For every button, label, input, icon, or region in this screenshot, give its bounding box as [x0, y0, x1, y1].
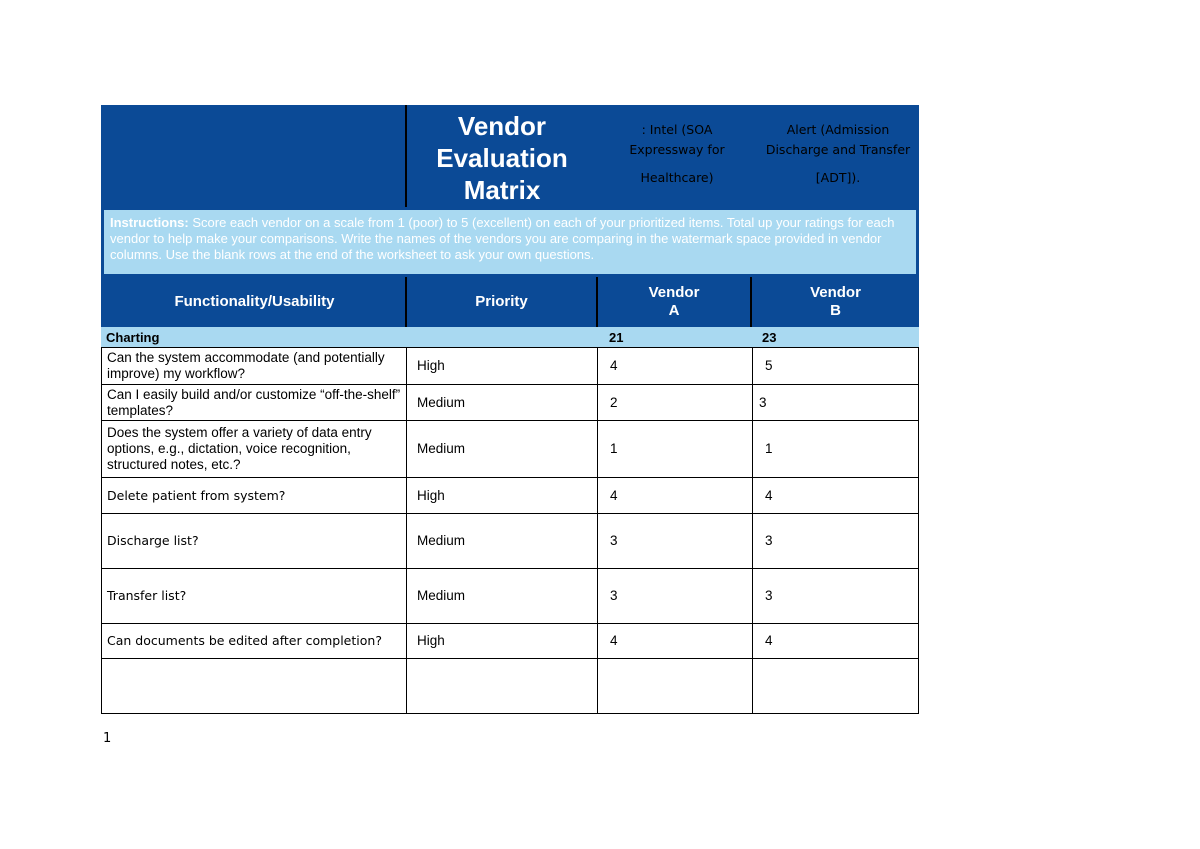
score-a-text: 2: [610, 394, 618, 410]
priority-label: Priority: [475, 293, 528, 310]
score-a-text: 1: [610, 441, 618, 456]
priority-text: High: [417, 487, 445, 503]
priority-text: Medium: [417, 394, 466, 410]
total-b-text: 23: [762, 329, 777, 345]
table-row-priority: [406, 568, 598, 624]
score-a-text: 4: [610, 487, 618, 503]
score-b-text: 3: [759, 394, 767, 410]
vendor-a-name-line-3: Healthcare): [640, 170, 714, 185]
functionality-label: Functionality/Usability: [174, 293, 335, 310]
table-row-vendor-a-score: [597, 420, 753, 478]
title-line-1: Vendor: [457, 111, 547, 141]
vendor-b-label-line-1: Vendor: [810, 284, 861, 301]
table-row-vendor-b-score: [752, 568, 919, 624]
table-row-vendor-a-score: [597, 513, 753, 569]
question-text: Delete patient from system?: [107, 487, 286, 503]
table-body: [101, 347, 919, 714]
vendor-a-name-line-2: Expressway for: [629, 142, 725, 157]
column-header-vendor-a: [598, 277, 750, 327]
table-row-vendor-b-score: [752, 477, 919, 514]
vendor-a-label-line-2: A: [668, 302, 680, 319]
column-header-priority: [407, 277, 596, 327]
vendor-a-name: [597, 108, 757, 207]
section-label-text: Charting: [106, 329, 160, 345]
table-row-vendor-b-score: [752, 658, 919, 714]
section-label: [101, 327, 401, 347]
priority-text: Medium: [417, 533, 466, 548]
question-text: Does the system offer a variety of data entry options, e.g., dictation, voice recognition, structured notes, etc.?: [107, 425, 372, 472]
score-b-text: 3: [765, 533, 773, 548]
priority-text: High: [417, 633, 445, 648]
table-row-vendor-a-score: [597, 658, 753, 714]
table-row-question: [101, 568, 407, 624]
table-row-priority: [406, 347, 598, 385]
vendor-b-name: [757, 108, 919, 207]
score-b-text: 1: [765, 441, 773, 456]
title-line-3: Matrix: [463, 175, 541, 205]
table-row-question: [101, 384, 407, 421]
table-row-vendor-a-score: [597, 384, 753, 421]
priority-text: Medium: [417, 588, 466, 603]
table-row-priority: [406, 477, 598, 514]
priority-text: High: [417, 358, 445, 373]
score-b-text: 5: [765, 358, 773, 373]
score-a-text: 3: [610, 533, 618, 548]
table-row-vendor-b-score: [752, 513, 919, 569]
question-text: Can the system accommodate (and potentially improve) my workflow?: [107, 350, 385, 381]
score-b-text: 4: [765, 487, 773, 503]
table-row-priority: [406, 420, 598, 478]
table-row-priority: [406, 384, 598, 421]
instructions-box: [104, 210, 916, 274]
vendor-a-label-line-1: Vendor: [648, 284, 700, 301]
table-row-question: [101, 658, 407, 714]
table-row-priority: [406, 513, 598, 569]
score-b-text: 4: [765, 633, 773, 648]
question-text: Transfer list?: [107, 588, 187, 603]
priority-text: Medium: [417, 441, 466, 456]
vendor-b-name-line-3: [ADT]).: [815, 170, 861, 185]
vendor-a-name-line-1: : Intel (SOA: [641, 122, 713, 137]
score-b-text: 3: [765, 588, 773, 603]
question-text: Can I easily build and/or customize “off-the-shelf” templates?: [107, 386, 401, 418]
table-row-vendor-a-score: [597, 623, 753, 659]
page-title: [407, 108, 597, 207]
table-row-priority: [406, 623, 598, 659]
column-header-functionality: [104, 277, 405, 327]
table-row-vendor-b-score: [752, 623, 919, 659]
vendor-b-label-line-2: B: [830, 302, 841, 319]
table-row-question: [101, 513, 407, 569]
table-row-question: [101, 420, 407, 478]
table-row-priority: [406, 658, 598, 714]
total-a-text: 21: [609, 329, 624, 345]
table-row-question: [101, 347, 407, 385]
table-row-vendor-a-score: [597, 477, 753, 514]
vendor-b-name-line-2: Discharge and Transfer: [765, 142, 911, 157]
instructions-frame: [101, 207, 919, 277]
table-row-vendor-b-score: [752, 420, 919, 478]
score-a-text: 4: [610, 358, 618, 373]
vendor-evaluation-matrix: [101, 105, 919, 714]
instructions-label: Instructions:: [110, 215, 189, 230]
table-row-vendor-a-score: [597, 568, 753, 624]
score-a-text: 3: [610, 588, 618, 603]
question-text: Can documents be edited after completion?: [107, 633, 382, 648]
question-text: Discharge list?: [107, 533, 199, 548]
column-header-vendor-b: [752, 277, 919, 327]
table-row-vendor-a-score: [597, 347, 753, 385]
section-total-vendor-b: [757, 327, 907, 347]
section-total-vendor-a: [604, 327, 744, 347]
instructions-text: Score each vendor on a scale from 1 (poor) to 5 (excellent) on each of your prioritized items. Total up your ratings for each vendor to help make your comparisons. Write the names of the vendors you are comparing in the watermark space provided in vendor columns. Use the blank rows at the end of the worksheet to ask your own questions.: [110, 215, 895, 262]
score-a-text: 4: [610, 633, 618, 648]
header-blank-cell: [101, 105, 406, 207]
vendor-b-name-line-1: Alert (Admission: [786, 122, 890, 137]
table-row-vendor-b-score: [752, 347, 919, 385]
title-line-2: Evaluation: [436, 143, 568, 173]
table-row-vendor-b-score: [752, 384, 919, 421]
table-row-question: [101, 623, 407, 659]
table-row-question: [101, 477, 407, 514]
page-number: 1: [103, 731, 112, 746]
